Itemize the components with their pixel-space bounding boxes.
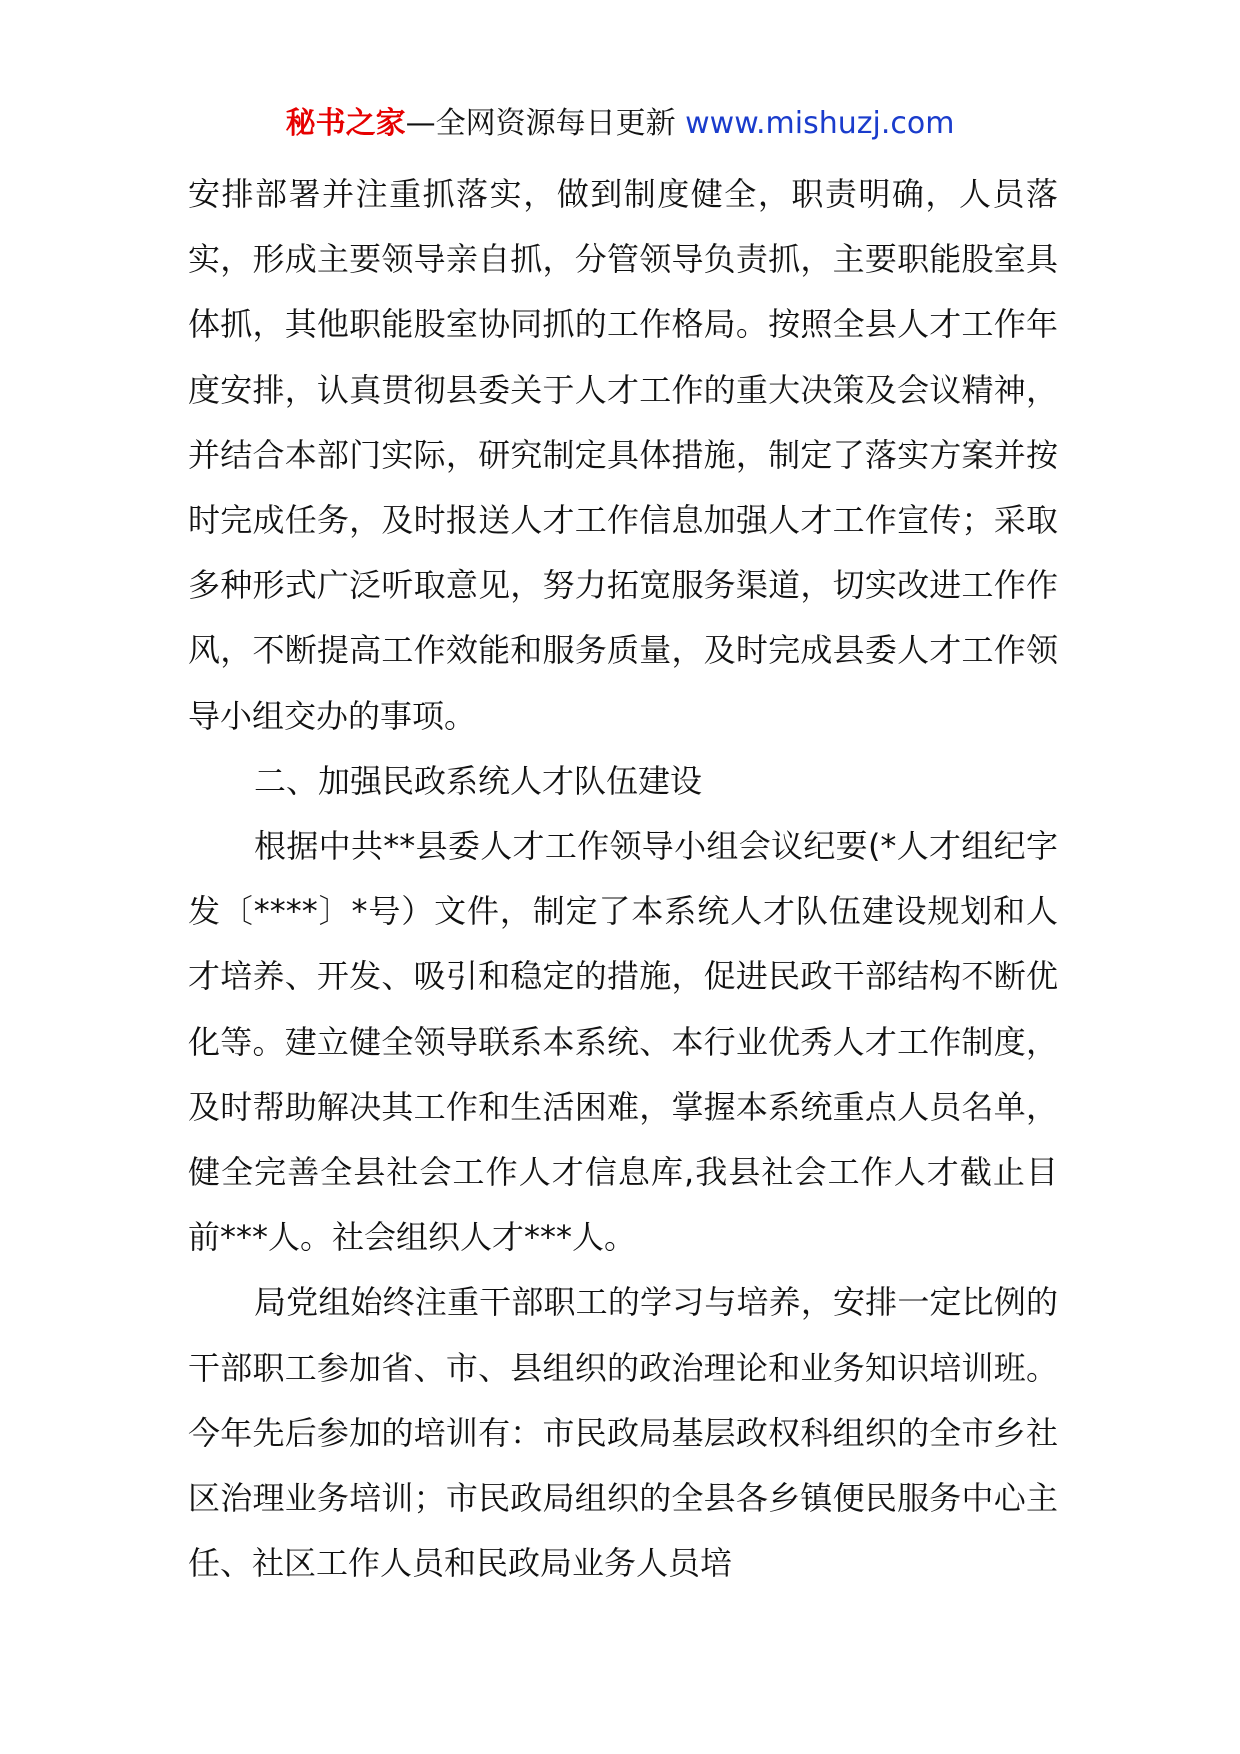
section-heading: 二、加强民政系统人才队伍建设 <box>254 761 703 800</box>
paragraph-continuation: 安排部署并注重抓落实，做到制度健全，职责明确，人员落实，形成主要领导亲自抓，分管领导负责抓，主要职能股室具体抓，其他职能股室协同抓的工作格局。按照全县人才工作年度安排，认真贯彻县委关于人才工作的重大决策及会议精神，并结合本部门实际，研究制定具体措施，制定了落实方案并按时完成任务，及时报送人才工作信息加强人才工作宣传；采取多种形式广泛听取意见，努力拓宽服务渠道，切实改进工作作风，不断提高工作效能和服务质量，及时完成县委人才工作领导小组交办的事项。 <box>188 175 1058 735</box>
paragraph-training: 局党组始终注重干部职工的学习与培养，安排一定比例的干部职工参加省、市、县组织的政治理论和业务知识培训班。今年先后参加的培训有：市民政局基层政权科组织的全市乡社区治理业务培训；市民政局组织的全县各乡镇便民服务中心主任、社区工作人员和民政局业务人员培 <box>188 1283 1058 1583</box>
header-tagline: —全网资源每日更新 <box>405 106 686 141</box>
document-body <box>188 162 1058 1596</box>
brand-name: 秘书之家 <box>285 106 406 141</box>
site-url-link[interactable]: www.mishuzj.com <box>685 106 955 141</box>
paragraph-talent-team: 根据中共**县委人才工作领导小组会议纪要(*人才组纪字发〔****〕*号）文件，制定了本系统人才队伍建设规划和人才培养、开发、吸引和稳定的措施，促进民政干部结构不断优化等。建立健全领导联系本系统、本行业优秀人才工作制度，及时帮助解决其工作和生活困难，掌握本系统重点人员名单，健全完善全县社会工作人才信息库,我县社会工作人才截止目前***人。社会组织人才***人。 <box>188 827 1058 1257</box>
site-header <box>0 102 1240 146</box>
